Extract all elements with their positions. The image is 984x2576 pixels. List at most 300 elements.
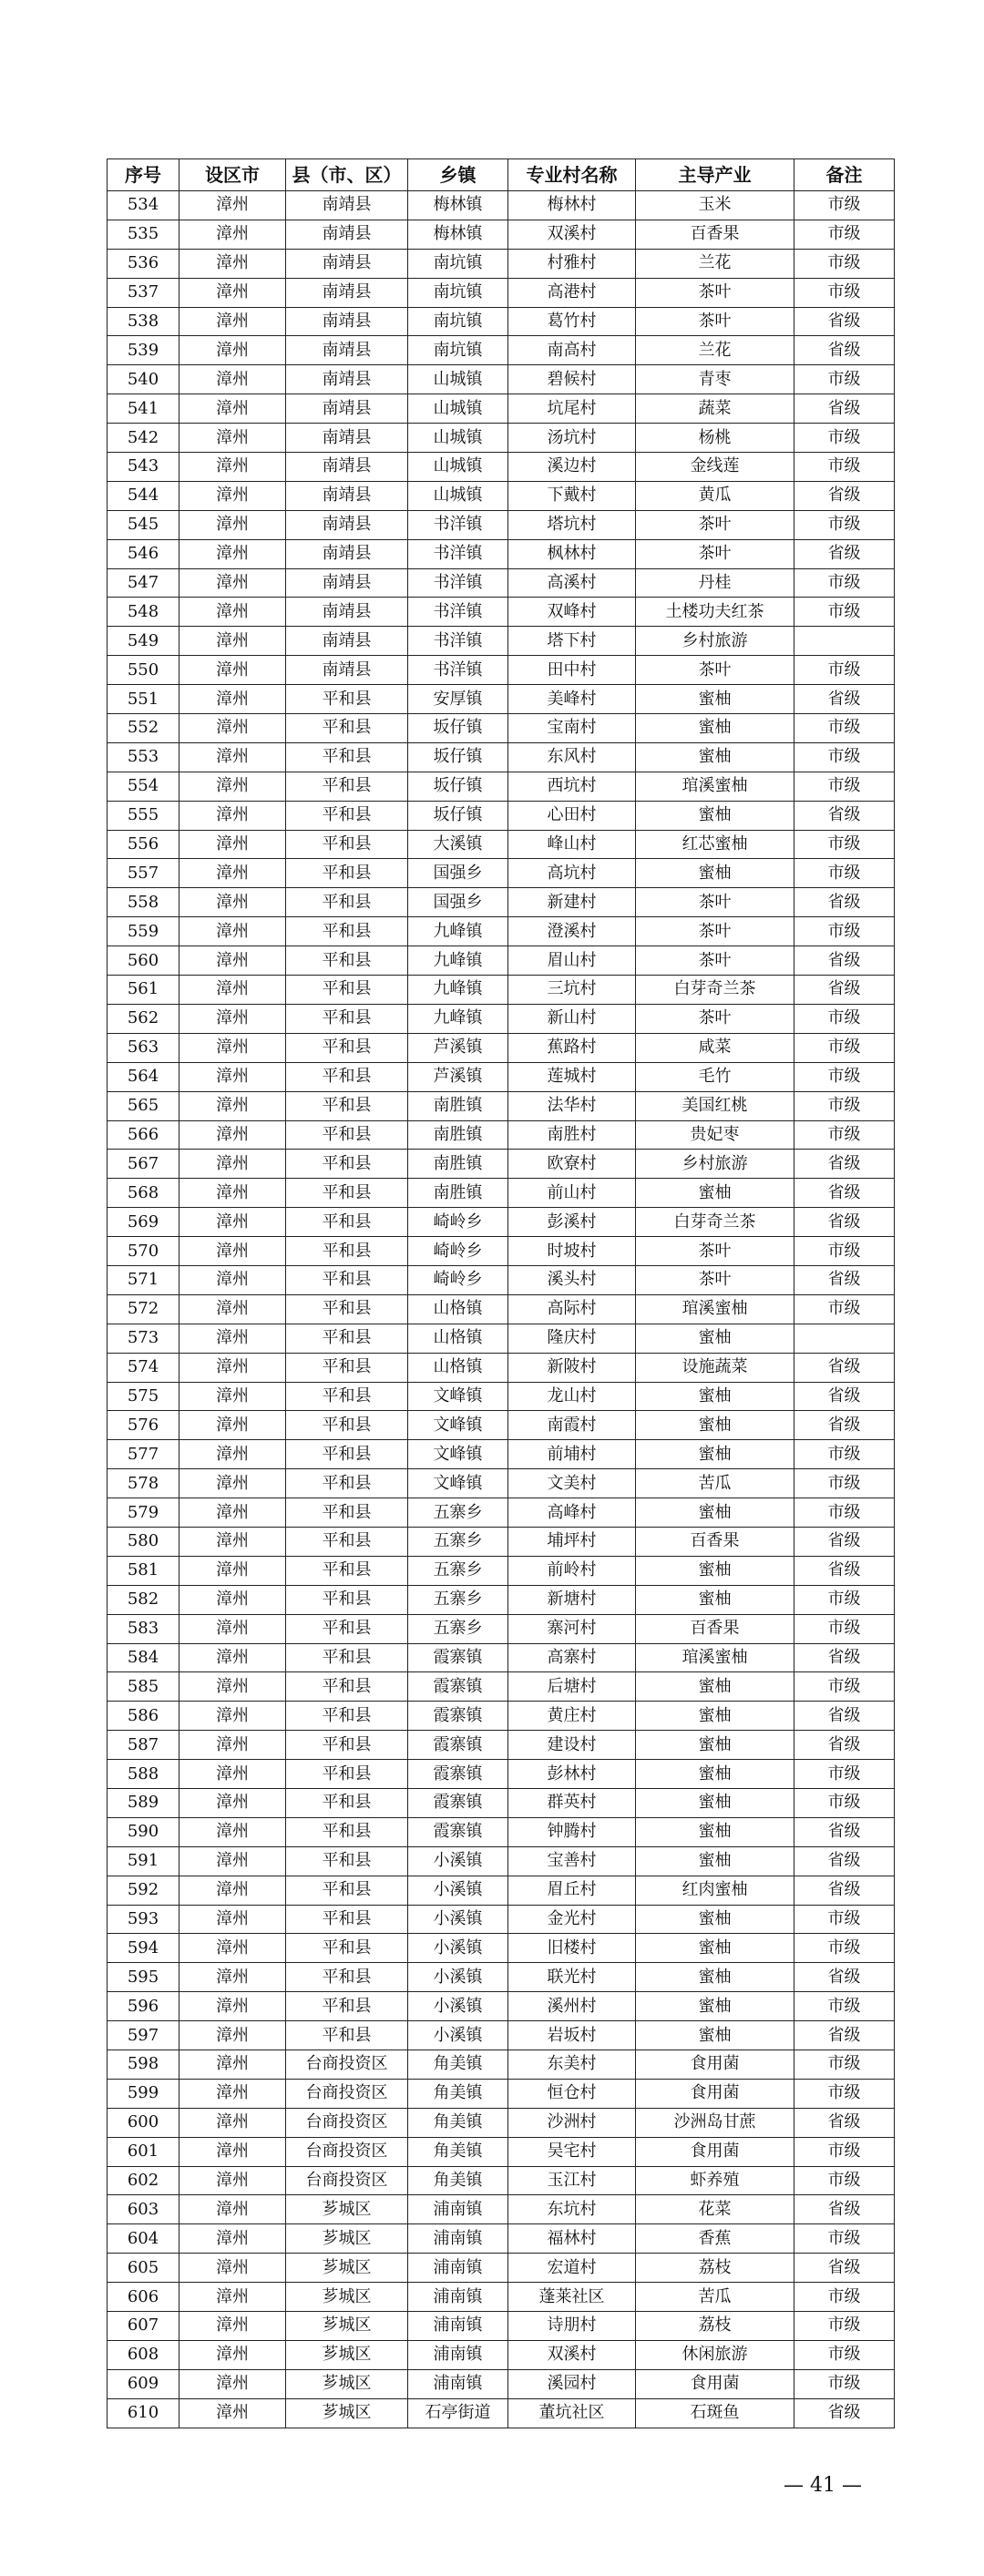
cell-industry: 百香果 [636, 1527, 794, 1556]
table-row [108, 1498, 895, 1528]
cell-remark: 省级 [794, 539, 895, 568]
cell-remark: 省级 [794, 1817, 895, 1846]
cell-village: 美峰村 [508, 685, 636, 714]
table-row [108, 1294, 895, 1324]
cell-county: 南靖县 [286, 191, 408, 220]
cell-industry: 蜜柚 [636, 685, 794, 714]
cell-industry: 兰花 [636, 249, 794, 278]
cell-county: 平和县 [286, 801, 408, 830]
cell-township: 五寨乡 [408, 1527, 508, 1556]
cell-township: 五寨乡 [408, 1498, 508, 1528]
cell-township: 山城镇 [408, 365, 508, 394]
table-row [108, 2312, 895, 2341]
cell-industry: 荔枝 [636, 2312, 794, 2341]
cell-seq: 541 [108, 394, 179, 424]
cell-remark: 市级 [794, 1294, 895, 1324]
cell-village: 东坑村 [508, 2195, 636, 2224]
cell-county: 南靖县 [286, 424, 408, 453]
table-row [108, 2283, 895, 2312]
cell-city: 漳州 [179, 1731, 286, 1760]
cell-village: 法华村 [508, 1091, 636, 1120]
cell-village: 龙山村 [508, 1382, 636, 1411]
cell-city: 漳州 [179, 1033, 286, 1062]
cell-remark: 省级 [794, 685, 895, 714]
cell-remark: 省级 [794, 1527, 895, 1556]
cell-city: 漳州 [179, 394, 286, 424]
cell-industry: 毛竹 [636, 1062, 794, 1091]
cell-city: 漳州 [179, 656, 286, 685]
cell-industry: 苦瓜 [636, 1469, 794, 1498]
cell-remark: 市级 [794, 742, 895, 772]
cell-county: 南靖县 [286, 453, 408, 482]
cell-city: 漳州 [179, 1672, 286, 1702]
cell-county: 芗城区 [286, 2312, 408, 2341]
cell-remark: 省级 [794, 1731, 895, 1760]
cell-remark: 省级 [794, 1150, 895, 1179]
cell-county: 台商投资区 [286, 2050, 408, 2080]
cell-industry: 茶叶 [636, 946, 794, 976]
cell-township: 书洋镇 [408, 539, 508, 568]
cell-industry: 蜜柚 [636, 1817, 794, 1846]
cell-industry: 蜜柚 [636, 2021, 794, 2050]
table-row [108, 1265, 895, 1294]
cell-township: 霞寨镇 [408, 1643, 508, 1672]
cell-remark [794, 1324, 895, 1353]
cell-remark: 市级 [794, 1992, 895, 2021]
cell-city: 漳州 [179, 365, 286, 394]
cell-seq: 589 [108, 1788, 179, 1817]
cell-remark: 省级 [794, 336, 895, 365]
cell-city: 漳州 [179, 1353, 286, 1382]
cell-township: 山城镇 [408, 424, 508, 453]
cell-seq: 549 [108, 627, 179, 656]
cell-city: 漳州 [179, 1788, 286, 1817]
cell-city: 漳州 [179, 946, 286, 976]
cell-village: 双溪村 [508, 2340, 636, 2369]
table-row [108, 1208, 895, 1237]
table-row [108, 946, 895, 976]
cell-township: 小溪镇 [408, 1963, 508, 1992]
cell-remark: 市级 [794, 1004, 895, 1033]
cell-city: 漳州 [179, 1469, 286, 1498]
cell-township: 崎岭乡 [408, 1237, 508, 1266]
cell-county: 平和县 [286, 1934, 408, 1963]
cell-industry: 茶叶 [636, 917, 794, 946]
cell-county: 平和县 [286, 1817, 408, 1846]
cell-county: 南靖县 [286, 568, 408, 598]
table-row [108, 1237, 895, 1266]
cell-city: 漳州 [179, 1876, 286, 1905]
cell-village: 宝善村 [508, 1846, 636, 1876]
table-row [108, 917, 895, 946]
table-row [108, 1033, 895, 1062]
table-row [108, 2079, 895, 2108]
cell-county: 平和县 [286, 1237, 408, 1266]
cell-industry: 兰花 [636, 336, 794, 365]
cell-remark: 省级 [794, 976, 895, 1005]
table-row [108, 1992, 895, 2021]
cell-village: 澄溪村 [508, 917, 636, 946]
cell-industry: 贵妃枣 [636, 1120, 794, 1150]
cell-industry: 黄瓜 [636, 481, 794, 510]
cell-village: 眉丘村 [508, 1876, 636, 1905]
cell-remark: 省级 [794, 2195, 895, 2224]
cell-remark: 市级 [794, 2283, 895, 2312]
cell-city: 漳州 [179, 2224, 286, 2254]
table-row [108, 1324, 895, 1353]
table-row [108, 307, 895, 336]
table-row [108, 1934, 895, 1963]
cell-industry: 玉米 [636, 191, 794, 220]
cell-village: 前岭村 [508, 1556, 636, 1585]
cell-seq: 555 [108, 801, 179, 830]
cell-industry: 沙洲岛甘蔗 [636, 2108, 794, 2137]
cell-township: 坂仔镇 [408, 801, 508, 830]
cell-county: 芗城区 [286, 2398, 408, 2428]
cell-village: 沙洲村 [508, 2108, 636, 2137]
header-village: 专业村名称 [508, 159, 636, 191]
cell-city: 漳州 [179, 2166, 286, 2195]
cell-city: 漳州 [179, 191, 286, 220]
table-row [108, 598, 895, 627]
cell-seq: 601 [108, 2137, 179, 2166]
cell-industry: 红芯蜜柚 [636, 830, 794, 859]
cell-city: 漳州 [179, 685, 286, 714]
cell-county: 平和县 [286, 1208, 408, 1237]
cell-seq: 606 [108, 2283, 179, 2312]
cell-county: 平和县 [286, 1294, 408, 1324]
cell-township: 小溪镇 [408, 2021, 508, 2050]
cell-seq: 604 [108, 2224, 179, 2254]
cell-city: 漳州 [179, 2369, 286, 2398]
cell-industry: 白芽奇兰茶 [636, 976, 794, 1005]
cell-county: 南靖县 [286, 656, 408, 685]
cell-industry: 蜜柚 [636, 859, 794, 888]
cell-village: 建设村 [508, 1731, 636, 1760]
cell-remark: 省级 [794, 888, 895, 917]
cell-seq: 548 [108, 598, 179, 627]
cell-remark: 市级 [794, 859, 895, 888]
cell-township: 书洋镇 [408, 568, 508, 598]
cell-county: 平和县 [286, 917, 408, 946]
cell-village: 下戴村 [508, 481, 636, 510]
table-row [108, 1469, 895, 1498]
cell-seq: 562 [108, 1004, 179, 1033]
cell-county: 平和县 [286, 1179, 408, 1208]
cell-remark: 市级 [794, 2137, 895, 2166]
cell-seq: 554 [108, 772, 179, 801]
cell-township: 霞寨镇 [408, 1672, 508, 1702]
cell-township: 浦南镇 [408, 2312, 508, 2341]
table-row [108, 627, 895, 656]
cell-village: 前埔村 [508, 1440, 636, 1469]
table-row [108, 1585, 895, 1614]
cell-village: 董坑社区 [508, 2398, 636, 2428]
cell-industry: 琯溪蜜柚 [636, 1294, 794, 1324]
table-row [108, 191, 895, 220]
cell-remark: 市级 [794, 220, 895, 249]
cell-remark: 市级 [794, 424, 895, 453]
cell-county: 台商投资区 [286, 2079, 408, 2108]
cell-township: 小溪镇 [408, 1846, 508, 1876]
cell-county: 平和县 [286, 1702, 408, 1731]
cell-remark: 省级 [794, 1265, 895, 1294]
cell-county: 南靖县 [286, 598, 408, 627]
cell-city: 漳州 [179, 2312, 286, 2341]
table-row [108, 1788, 895, 1817]
table-row [108, 859, 895, 888]
cell-village: 溪边村 [508, 453, 636, 482]
cell-county: 南靖县 [286, 278, 408, 307]
cell-county: 平和县 [286, 1731, 408, 1760]
cell-township: 崎岭乡 [408, 1265, 508, 1294]
cell-city: 漳州 [179, 1817, 286, 1846]
cell-city: 漳州 [179, 1440, 286, 1469]
table-row [108, 2398, 895, 2428]
cell-industry: 蜜柚 [636, 1846, 794, 1876]
cell-county: 平和县 [286, 1062, 408, 1091]
village-list-table [107, 158, 895, 2428]
cell-city: 漳州 [179, 1411, 286, 1440]
cell-county: 芗城区 [286, 2369, 408, 2398]
cell-county: 平和县 [286, 1150, 408, 1179]
cell-seq: 561 [108, 976, 179, 1005]
cell-village: 峰山村 [508, 830, 636, 859]
cell-industry: 茶叶 [636, 539, 794, 568]
cell-township: 角美镇 [408, 2108, 508, 2137]
cell-township: 霞寨镇 [408, 1731, 508, 1760]
cell-industry: 茶叶 [636, 1237, 794, 1266]
cell-seq: 564 [108, 1062, 179, 1091]
cell-industry: 蜜柚 [636, 1440, 794, 1469]
cell-township: 浦南镇 [408, 2283, 508, 2312]
cell-village: 眉山村 [508, 946, 636, 976]
cell-county: 平和县 [286, 1033, 408, 1062]
cell-remark: 市级 [794, 2340, 895, 2369]
table-row [108, 278, 895, 307]
cell-township: 浦南镇 [408, 2224, 508, 2254]
cell-remark: 市级 [794, 1788, 895, 1817]
cell-seq: 593 [108, 1905, 179, 1934]
cell-remark: 省级 [794, 481, 895, 510]
table-row [108, 772, 895, 801]
cell-seq: 580 [108, 1527, 179, 1556]
cell-city: 漳州 [179, 1585, 286, 1614]
cell-village: 心田村 [508, 801, 636, 830]
table-row [108, 1004, 895, 1033]
cell-seq: 550 [108, 656, 179, 685]
cell-village: 南胜村 [508, 1120, 636, 1150]
cell-county: 平和县 [286, 1643, 408, 1672]
cell-remark: 省级 [794, 1876, 895, 1905]
cell-township: 文峰镇 [408, 1411, 508, 1440]
cell-remark: 市级 [794, 1033, 895, 1062]
cell-industry: 琯溪蜜柚 [636, 1643, 794, 1672]
cell-remark: 省级 [794, 1208, 895, 1237]
cell-city: 漳州 [179, 598, 286, 627]
cell-city: 漳州 [179, 1120, 286, 1150]
cell-village: 葛竹村 [508, 307, 636, 336]
cell-industry: 蜜柚 [636, 1324, 794, 1353]
table-row [108, 1643, 895, 1672]
cell-village: 黄庄村 [508, 1702, 636, 1731]
cell-village: 文美村 [508, 1469, 636, 1498]
table-row [108, 801, 895, 830]
table-row [108, 2369, 895, 2398]
cell-county: 平和县 [286, 685, 408, 714]
cell-remark: 省级 [794, 1702, 895, 1731]
cell-industry: 茶叶 [636, 656, 794, 685]
table-row [108, 1963, 895, 1992]
cell-remark: 省级 [794, 1382, 895, 1411]
cell-seq: 537 [108, 278, 179, 307]
cell-village: 高寨村 [508, 1643, 636, 1672]
cell-remark: 市级 [794, 1585, 895, 1614]
cell-county: 平和县 [286, 1905, 408, 1934]
cell-seq: 568 [108, 1179, 179, 1208]
cell-city: 漳州 [179, 976, 286, 1005]
cell-industry: 茶叶 [636, 888, 794, 917]
cell-industry: 食用菌 [636, 2137, 794, 2166]
cell-industry: 蜜柚 [636, 1702, 794, 1731]
cell-remark: 市级 [794, 917, 895, 946]
cell-city: 漳州 [179, 307, 286, 336]
header-city: 设区市 [179, 159, 286, 191]
cell-township: 南胜镇 [408, 1179, 508, 1208]
cell-village: 岩坂村 [508, 2021, 636, 2050]
cell-industry: 丹桂 [636, 568, 794, 598]
cell-remark: 市级 [794, 568, 895, 598]
cell-remark: 市级 [794, 278, 895, 307]
cell-remark: 省级 [794, 1179, 895, 1208]
cell-township: 浦南镇 [408, 2195, 508, 2224]
cell-industry: 杨桃 [636, 424, 794, 453]
cell-township: 山格镇 [408, 1353, 508, 1382]
cell-industry: 香蕉 [636, 2224, 794, 2254]
cell-seq: 551 [108, 685, 179, 714]
cell-county: 芗城区 [286, 2254, 408, 2283]
cell-seq: 567 [108, 1150, 179, 1179]
cell-township: 角美镇 [408, 2166, 508, 2195]
cell-seq: 575 [108, 1382, 179, 1411]
table-row [108, 2137, 895, 2166]
cell-township: 崎岭乡 [408, 1208, 508, 1237]
cell-county: 芗城区 [286, 2283, 408, 2312]
table-row [108, 2195, 895, 2224]
table-row [108, 1905, 895, 1934]
header-seq: 序号 [108, 159, 179, 191]
cell-seq: 594 [108, 1934, 179, 1963]
cell-remark: 市级 [794, 2050, 895, 2080]
cell-county: 平和县 [286, 772, 408, 801]
table-row [108, 1411, 895, 1440]
cell-remark: 市级 [794, 714, 895, 743]
cell-village: 诗朋村 [508, 2312, 636, 2341]
table-row [108, 656, 895, 685]
cell-township: 书洋镇 [408, 510, 508, 539]
table-row [108, 1672, 895, 1702]
cell-remark: 市级 [794, 1672, 895, 1702]
cell-seq: 609 [108, 2369, 179, 2398]
table-row [108, 1091, 895, 1120]
cell-city: 漳州 [179, 801, 286, 830]
cell-seq: 579 [108, 1498, 179, 1528]
cell-seq: 534 [108, 191, 179, 220]
cell-village: 双峰村 [508, 598, 636, 627]
cell-county: 台商投资区 [286, 2137, 408, 2166]
cell-village: 彭林村 [508, 1760, 636, 1789]
cell-industry: 蜜柚 [636, 714, 794, 743]
cell-township: 芦溪镇 [408, 1033, 508, 1062]
cell-industry: 茶叶 [636, 510, 794, 539]
cell-industry: 蜜柚 [636, 1585, 794, 1614]
cell-city: 漳州 [179, 742, 286, 772]
cell-seq: 592 [108, 1876, 179, 1905]
cell-city: 漳州 [179, 1062, 286, 1091]
cell-village: 恒仓村 [508, 2079, 636, 2108]
cell-seq: 583 [108, 1614, 179, 1643]
cell-county: 平和县 [286, 1963, 408, 1992]
cell-remark: 市级 [794, 2166, 895, 2195]
cell-township: 南坑镇 [408, 249, 508, 278]
cell-county: 平和县 [286, 888, 408, 917]
table-row [108, 510, 895, 539]
cell-industry: 蜜柚 [636, 1498, 794, 1528]
cell-seq: 538 [108, 307, 179, 336]
cell-remark: 省级 [794, 1353, 895, 1382]
cell-county: 南靖县 [286, 336, 408, 365]
cell-seq: 553 [108, 742, 179, 772]
cell-village: 新建村 [508, 888, 636, 917]
cell-seq: 597 [108, 2021, 179, 2050]
cell-remark: 省级 [794, 2398, 895, 2428]
cell-remark: 市级 [794, 1469, 895, 1498]
cell-industry: 蜜柚 [636, 1963, 794, 1992]
cell-seq: 573 [108, 1324, 179, 1353]
table-row [108, 424, 895, 453]
cell-seq: 603 [108, 2195, 179, 2224]
cell-village: 塔坑村 [508, 510, 636, 539]
cell-township: 山城镇 [408, 453, 508, 482]
cell-township: 国强乡 [408, 888, 508, 917]
cell-township: 山格镇 [408, 1294, 508, 1324]
cell-industry: 蜜柚 [636, 1411, 794, 1440]
cell-industry: 茶叶 [636, 307, 794, 336]
cell-county: 平和县 [286, 1382, 408, 1411]
cell-county: 平和县 [286, 714, 408, 743]
table-row [108, 1440, 895, 1469]
cell-county: 平和县 [286, 1876, 408, 1905]
cell-city: 漳州 [179, 220, 286, 249]
cell-township: 五寨乡 [408, 1614, 508, 1643]
cell-township: 文峰镇 [408, 1382, 508, 1411]
cell-seq: 591 [108, 1846, 179, 1876]
cell-village: 双溪村 [508, 220, 636, 249]
cell-remark: 省级 [794, 1643, 895, 1672]
cell-seq: 577 [108, 1440, 179, 1469]
cell-city: 漳州 [179, 1004, 286, 1033]
cell-city: 漳州 [179, 568, 286, 598]
table-row [108, 1702, 895, 1731]
cell-village: 前山村 [508, 1179, 636, 1208]
cell-industry: 荔枝 [636, 2254, 794, 2283]
cell-county: 平和县 [286, 1672, 408, 1702]
table-row [108, 453, 895, 482]
cell-city: 漳州 [179, 1091, 286, 1120]
table-row [108, 976, 895, 1005]
table-row [108, 394, 895, 424]
cell-seq: 585 [108, 1672, 179, 1702]
